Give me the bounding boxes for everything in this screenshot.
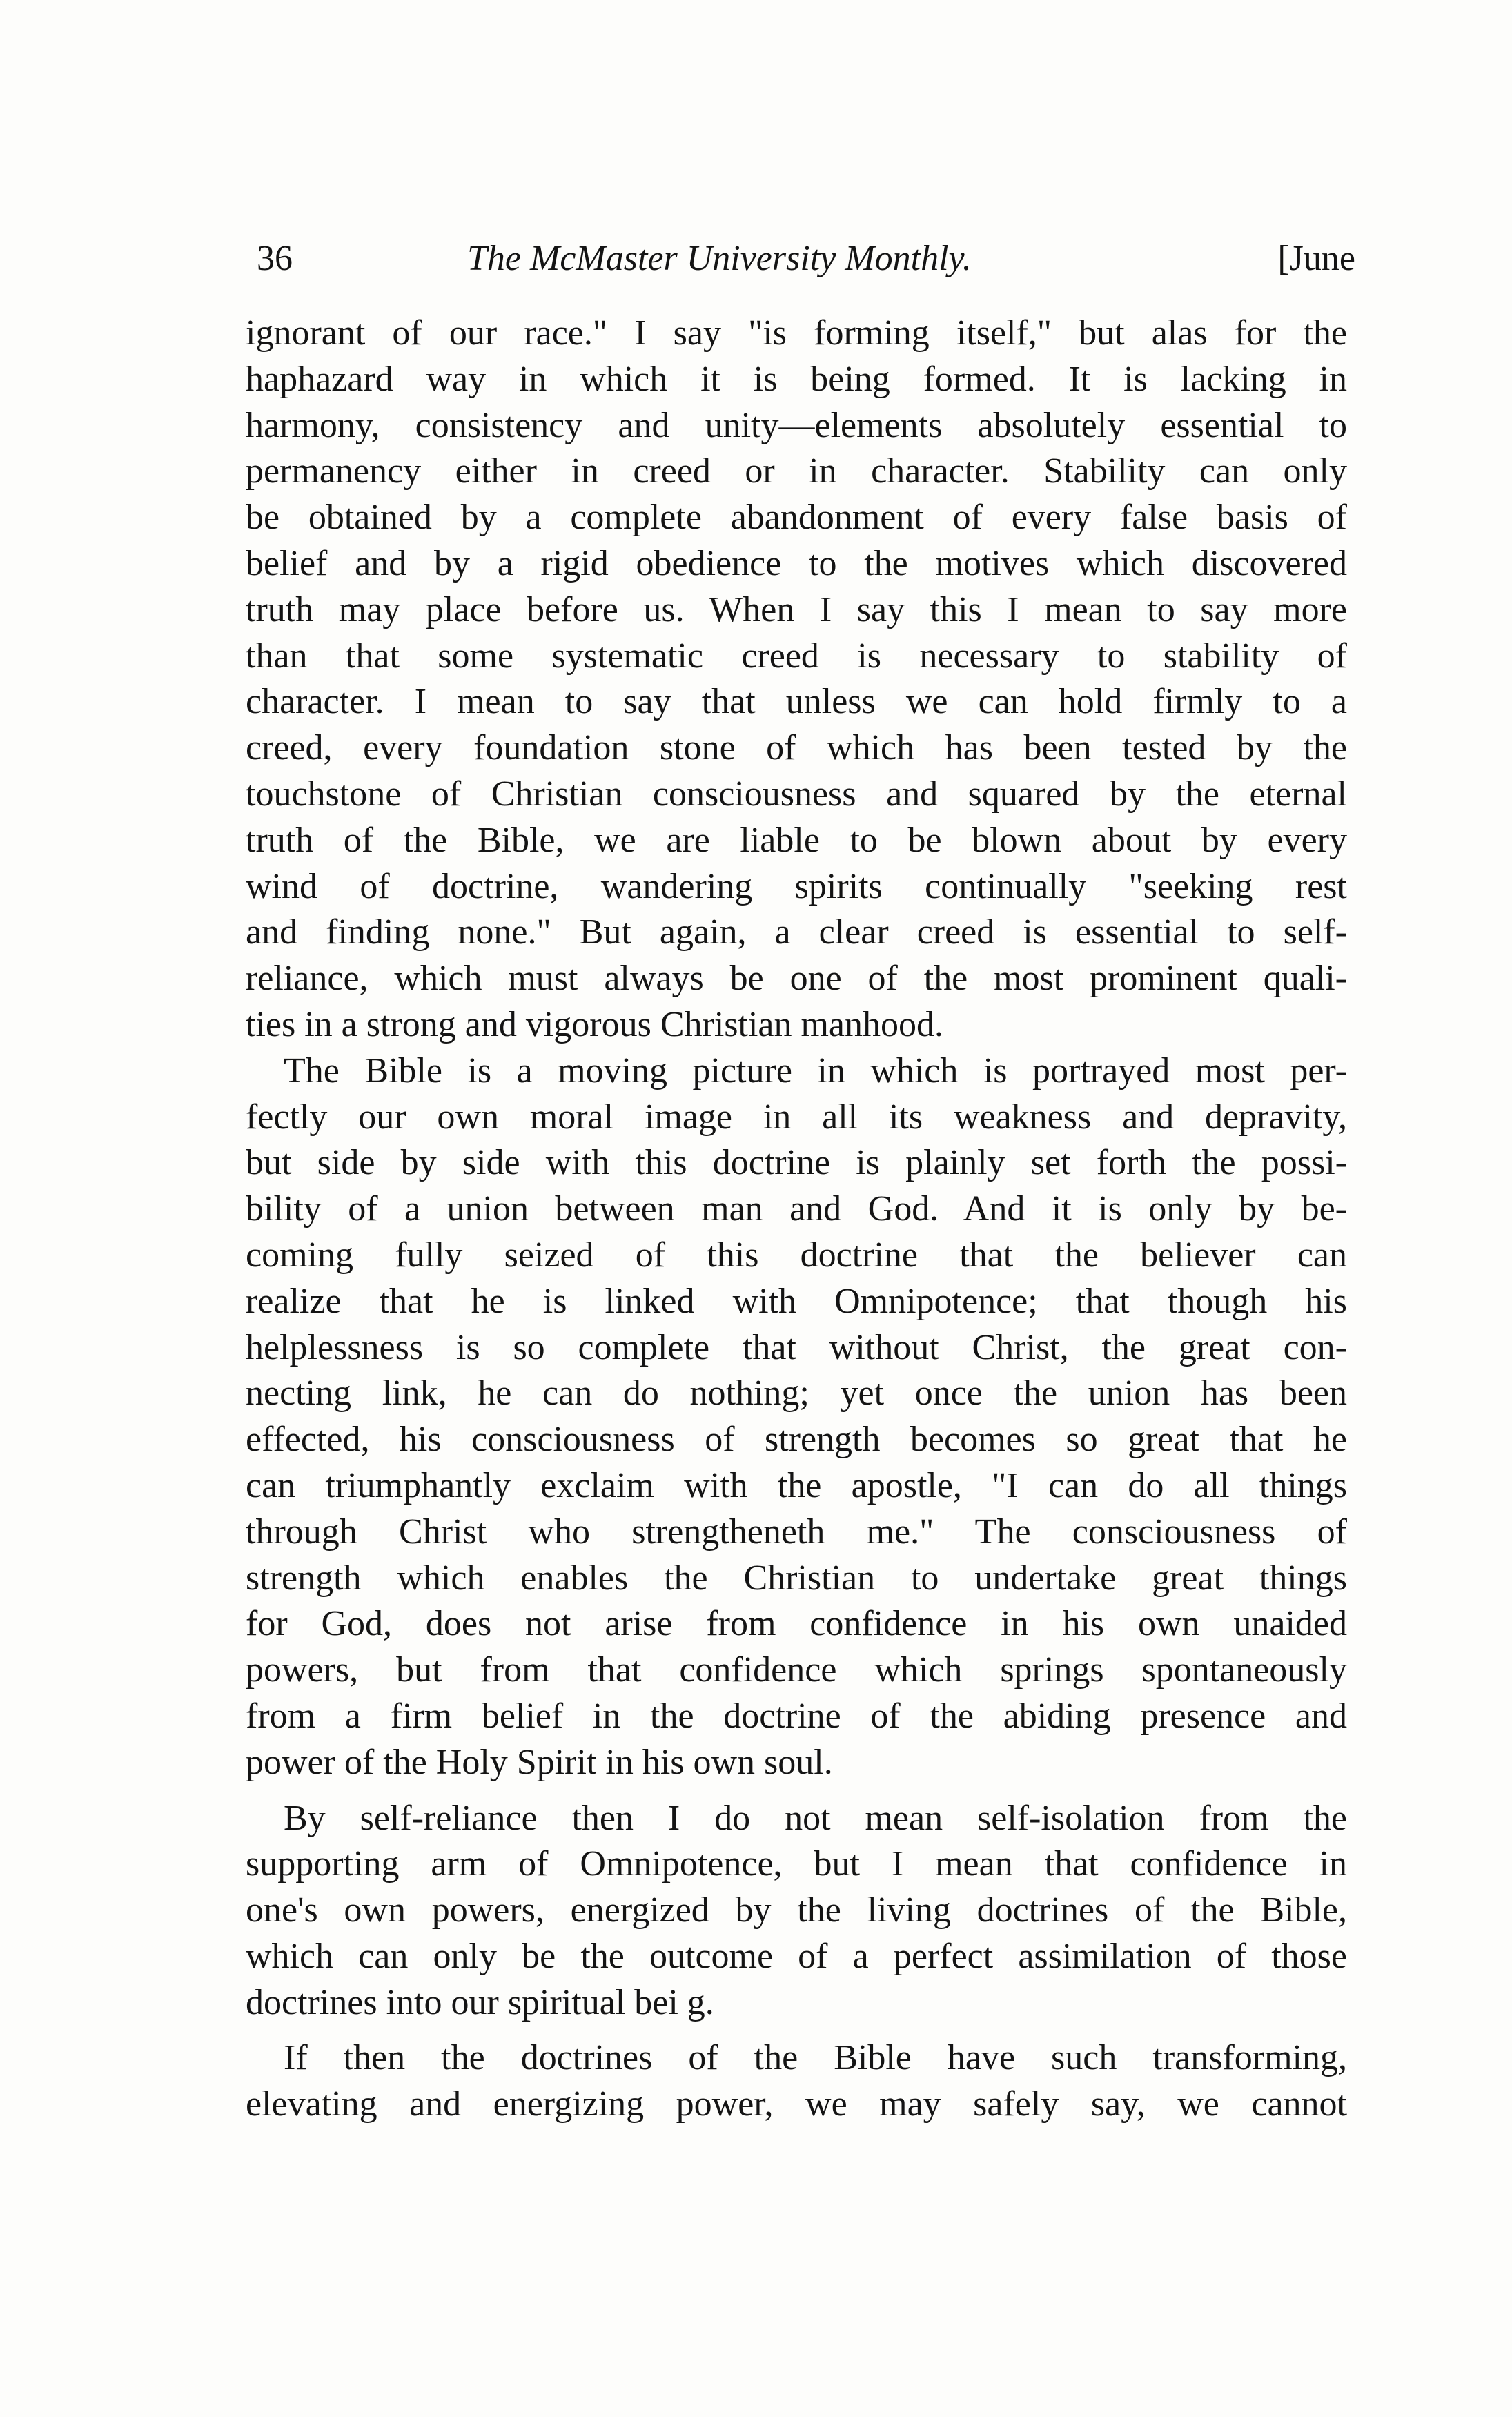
- text-line: truth may place before us. When I say this I mean to say more: [246, 589, 1347, 629]
- text-line: coming fully seized of this doctrine that the believer can: [246, 1235, 1347, 1275]
- text-line: creed, every foundation stone of which has been tested by the: [246, 728, 1347, 768]
- text-line: which can only be the outcome of a perfect assimilation of those: [246, 1936, 1347, 1976]
- text-line: for God, does not arise from confidence in his own unaided: [246, 1604, 1347, 1644]
- issue-month: [June: [1277, 239, 1355, 278]
- text-line: than that some systematic creed is necessary to stability of: [246, 636, 1347, 676]
- text-line: By self-reliance then I do not mean self-isolation from the: [284, 1798, 1347, 1838]
- text-line: elevating and energizing power, we may safely say, we cannot: [246, 2084, 1347, 2124]
- text-line: harmony, consistency and unity—elements absolutely essential to: [246, 405, 1347, 445]
- text-line: reliance, which must always be one of the most prominent quali-: [246, 959, 1347, 999]
- text-line: powers, but from that confidence which springs spontaneously: [246, 1650, 1347, 1690]
- text-line: from a firm belief in the doctrine of the abiding presence and: [246, 1696, 1347, 1736]
- text-line: through Christ who strengtheneth me." The consciousness of: [246, 1511, 1347, 1552]
- text-line: wind of doctrine, wandering spirits continually "seeking rest: [246, 866, 1347, 906]
- text-line: supporting arm of Omnipotence, but I mean that confidence in: [246, 1844, 1347, 1884]
- text-line: power of the Holy Spirit in his own soul.: [246, 1742, 833, 1782]
- page-number: 36: [257, 239, 293, 278]
- text-line: touchstone of Christian consciousness and squared by the eternal: [246, 774, 1347, 814]
- text-line: belief and by a rigid obedience to the motives which discovered: [246, 543, 1347, 583]
- paragraph-1: [246, 311, 1347, 1048]
- paragraph-3: [246, 1796, 1347, 2026]
- text-line: necting link, he can do nothing; yet once the union has been: [246, 1373, 1347, 1413]
- paragraph-2: [246, 1048, 1347, 1786]
- text-line: can triumphantly exclaim with the apostle, "I can do all things: [246, 1465, 1347, 1505]
- body-text: [246, 311, 1347, 2128]
- text-line: If then the doctrines of the Bible have such transforming,: [284, 2038, 1347, 2078]
- text-line: fectly our own moral image in all its weakness and depravity,: [246, 1097, 1347, 1137]
- text-line: doctrines into our spiritual bei g.: [246, 1982, 714, 2022]
- text-line: ties in a strong and vigorous Christian manhood.: [246, 1004, 944, 1044]
- text-line: but side by side with this doctrine is plainly set forth the possi-: [246, 1143, 1347, 1183]
- text-line: strength which enables the Christian to undertake great things: [246, 1558, 1347, 1598]
- text-line: realize that he is linked with Omnipotence; that though his: [246, 1281, 1347, 1321]
- text-line: permanency either in creed or in character. Stability can only: [246, 451, 1347, 491]
- text-line: The Bible is a moving picture in which is portrayed most per-: [284, 1050, 1347, 1090]
- text-line: truth of the Bible, we are liable to be blown about by every: [246, 820, 1347, 860]
- paragraph-spacer: [246, 1786, 1347, 1796]
- text-line: helplessness is so complete that without Christ, the great con-: [246, 1327, 1347, 1367]
- text-line: effected, his consciousness of strength becomes so great that he: [246, 1420, 1347, 1460]
- paragraph-4: [246, 2035, 1347, 2128]
- text-line: ignorant of our race." I say "is forming itself," but alas for the: [246, 313, 1347, 353]
- text-line: and finding none." But again, a clear creed is essential to self-: [246, 912, 1347, 952]
- paragraph-spacer: [246, 2026, 1347, 2035]
- text-line: be obtained by a complete abandonment of every false basis of: [246, 498, 1347, 538]
- text-line: character. I mean to say that unless we can hold firmly to a: [246, 682, 1347, 722]
- text-line: one's own powers, energized by the living doctrines of the Bible,: [246, 1890, 1347, 1930]
- text-line: bility of a union between man and God. And it is only by be-: [246, 1189, 1347, 1229]
- journal-title: The McMaster University Monthly.: [467, 239, 972, 278]
- text-line: haphazard way in which it is being formed. It is lacking in: [246, 359, 1347, 399]
- running-head: [257, 231, 1355, 286]
